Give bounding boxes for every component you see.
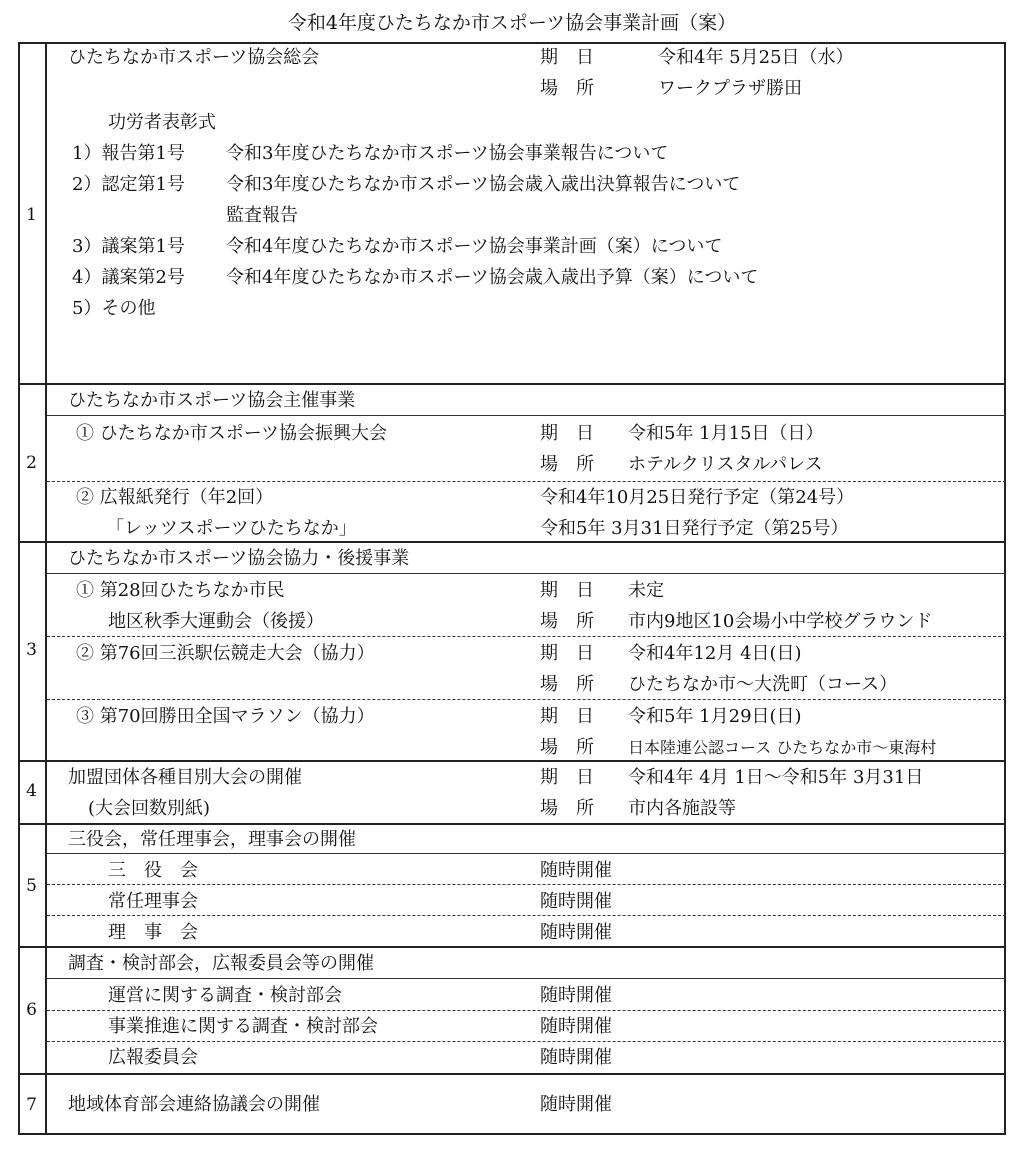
meeting-schedule: 随時開催: [540, 891, 612, 912]
section-heading: ひたちなか市スポーツ協会主催事業: [68, 390, 356, 411]
section-number: 4: [26, 781, 37, 801]
event-title: ② 第76回三浜駅伝競走大会（協力）: [76, 643, 375, 664]
section-heading: 三役会，常任理事会，理事会の開催: [68, 829, 356, 850]
meeting-schedule: 随時開催: [540, 1094, 612, 1115]
section-heading: ひたちなか市スポーツ協会協力・後援事業: [68, 548, 410, 569]
award-ceremony: 功労者表彰式: [108, 112, 216, 133]
section-number: 7: [26, 1095, 37, 1115]
date-value: 未定: [628, 580, 664, 601]
event-title: ③ 第70回勝田全国マラソン（協力）: [76, 706, 375, 727]
event-title: ① 第28回ひたちなか市民: [76, 580, 285, 601]
place-value: 日本陸連公認コース ひたちなか市～東海村: [628, 738, 937, 757]
agenda-text: 令和3年度ひたちなか市スポーツ協会事業報告について: [226, 143, 669, 164]
meeting-schedule: 随時開催: [540, 1047, 612, 1068]
row-divider: [47, 573, 1006, 574]
row-divider: [47, 636, 1006, 637]
agenda-number: 5）その他: [72, 298, 156, 319]
place-label: 場 所: [540, 737, 594, 758]
place-label: 場 所: [540, 78, 594, 99]
section-divider: [18, 760, 1006, 762]
date-label: 期 日: [540, 47, 594, 68]
row-divider: [47, 481, 1006, 482]
place-value: ひたちなか市～大洗町（コース）: [628, 674, 898, 695]
date-value: 令和4年 4月 1日～令和5年 3月31日: [628, 767, 924, 788]
date-value: 令和4年12月 4日(日): [628, 643, 802, 664]
row-divider: [47, 1010, 1006, 1011]
agenda-number: 1）報告第1号: [72, 143, 185, 164]
meeting-schedule: 随時開催: [540, 1016, 612, 1037]
issue-schedule: 令和5年 3月31日発行予定（第25号）: [540, 518, 849, 539]
meeting-name: 事業推進に関する調査・検討部会: [108, 1016, 378, 1037]
date-label: 期 日: [540, 423, 594, 444]
number-column-divider: [45, 42, 47, 1135]
place-value: ホテルクリスタルパレス: [628, 454, 823, 475]
meeting-schedule: 随時開催: [540, 860, 612, 881]
section-divider: [18, 946, 1006, 948]
agenda-text: 令和4年度ひたちなか市スポーツ協会事業計画（案）について: [226, 236, 723, 257]
row-divider: [47, 415, 1006, 416]
row-divider: [47, 884, 1006, 885]
row-divider: [47, 1041, 1006, 1042]
section-heading: 加盟団体各種目別大会の開催: [68, 767, 302, 788]
place-label: 場 所: [540, 611, 594, 632]
meeting-name: 常任理事会: [108, 891, 198, 912]
agenda-text: 監査報告: [226, 205, 298, 226]
agenda-text: 令和4年度ひたちなか市スポーツ協会歳入歳出予算（案）について: [226, 267, 759, 288]
agenda-text: 令和3年度ひたちなか市スポーツ協会歳入歳出決算報告について: [226, 174, 741, 195]
section-number: 1: [26, 205, 37, 225]
section-divider: [18, 541, 1006, 543]
row-divider: [47, 699, 1006, 700]
meeting-name: 三 役 会: [108, 860, 198, 881]
place-value: 市内各施設等: [628, 798, 736, 819]
section-heading: ひたちなか市スポーツ協会総会: [68, 47, 320, 68]
row-divider: [47, 978, 1006, 979]
section-number: 6: [26, 1000, 37, 1020]
agenda-number: 3）議案第1号: [72, 236, 185, 257]
newsletter-name: 「レッツスポーツひたちなか」: [106, 518, 357, 539]
date-value: 令和5年 1月15日（日）: [628, 423, 824, 444]
meeting-name: 広報委員会: [108, 1047, 198, 1068]
section-divider: [18, 383, 1006, 385]
meeting-schedule: 随時開催: [540, 985, 612, 1006]
place-value: 市内9地区10会場小中学校グラウンド: [628, 611, 933, 632]
meeting-schedule: 随時開催: [540, 922, 612, 943]
section-subheading: (大会回数別紙): [88, 798, 211, 819]
page-title: 令和4年度ひたちなか市スポーツ協会事業計画（案）: [287, 12, 737, 34]
date-label: 期 日: [540, 767, 594, 788]
event-title: ① ひたちなか市スポーツ協会振興大会: [76, 423, 387, 444]
section-number: 5: [26, 876, 37, 896]
place-label: 場 所: [540, 674, 594, 695]
place-label: 場 所: [540, 454, 594, 475]
section-heading: 調査・検討部会，広報委員会等の開催: [68, 953, 374, 974]
row-divider: [47, 853, 1006, 854]
issue-schedule: 令和4年10月25日発行予定（第24号）: [540, 487, 855, 508]
section-heading: 地域体育部会連絡協議会の開催: [68, 1094, 320, 1115]
date-label: 期 日: [540, 580, 594, 601]
date-value: 令和5年 1月29日(日): [628, 706, 802, 727]
section-number: 2: [26, 453, 37, 473]
section-number: 3: [26, 640, 37, 660]
place-value: ワークプラザ勝田: [658, 78, 802, 99]
date-label: 期 日: [540, 706, 594, 727]
row-divider: [47, 915, 1006, 916]
agenda-number: 4）議案第2号: [72, 267, 185, 288]
event-title: 地区秋季大運動会（後援）: [108, 611, 324, 632]
agenda-number: 2）認定第1号: [72, 174, 185, 195]
section-divider: [18, 1073, 1006, 1075]
meeting-name: 運営に関する調査・検討部会: [108, 985, 342, 1006]
event-title: ② 広報紙発行（年2回）: [76, 487, 274, 508]
place-label: 場 所: [540, 798, 594, 819]
date-label: 期 日: [540, 643, 594, 664]
section-divider: [18, 823, 1006, 825]
date-value: 令和4年 5月25日（水）: [658, 47, 854, 68]
meeting-name: 理 事 会: [108, 922, 198, 943]
